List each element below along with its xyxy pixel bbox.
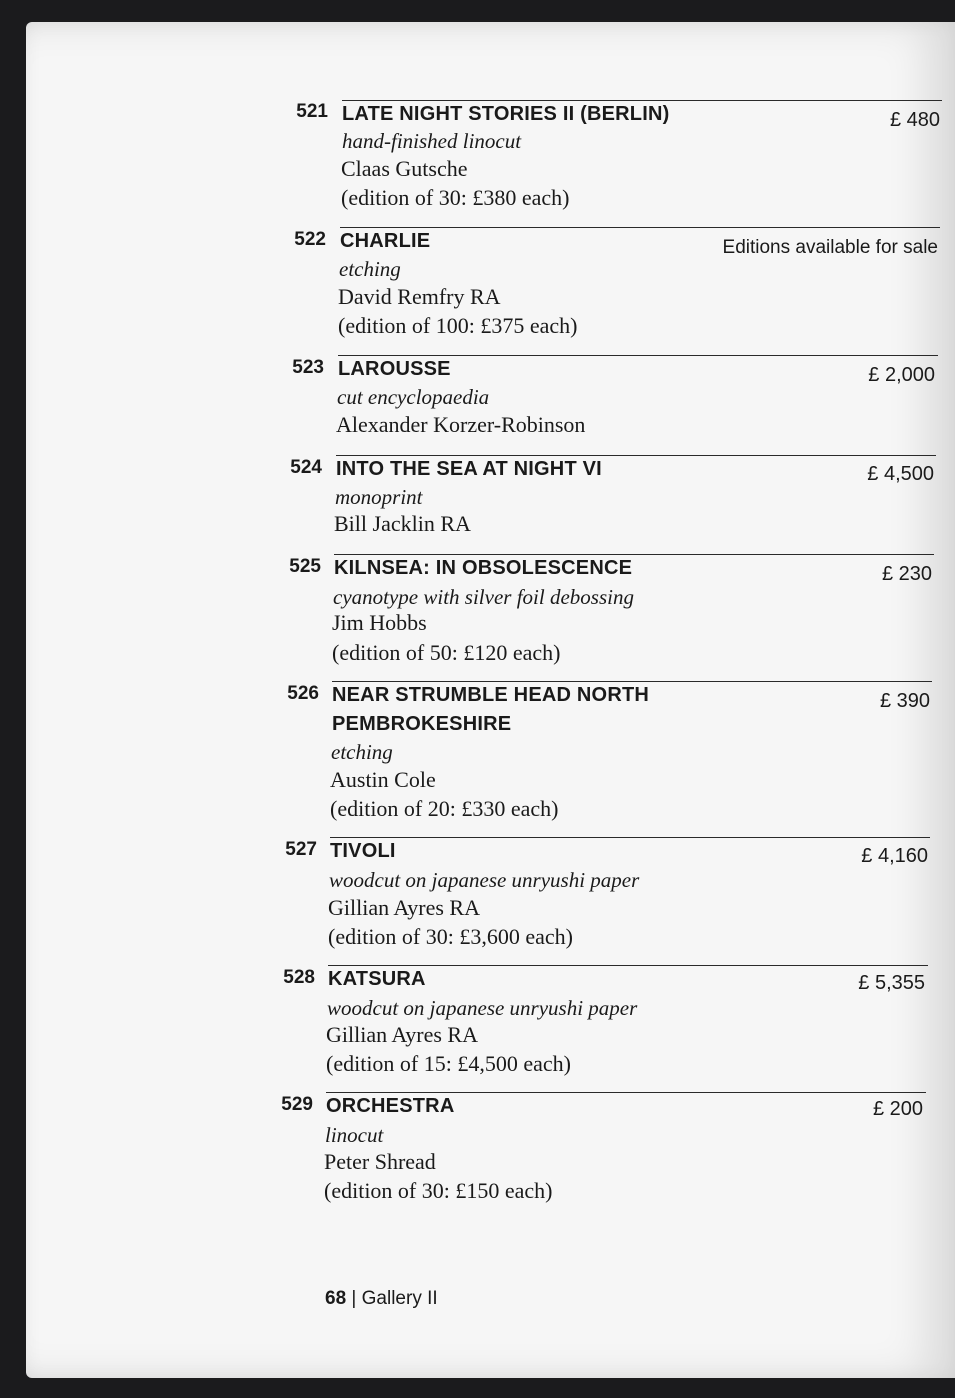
entry-number: 529 xyxy=(281,1094,313,1115)
entry-artist: Alexander Korzer-Robinson xyxy=(336,412,586,437)
entry-medium: woodcut on japanese unryushi paper xyxy=(329,868,640,892)
entry-artist: David Remfry RA xyxy=(338,284,501,309)
entry-title: INTO THE SEA AT NIGHT VI xyxy=(336,458,602,480)
entry-number: 522 xyxy=(294,229,326,250)
entry-number: 525 xyxy=(289,556,321,577)
entry-edition: (edition of 100: £375 each) xyxy=(338,313,578,338)
entry-title: LATE NIGHT STORIES II (BERLIN) xyxy=(342,103,670,125)
entry-edition: (edition of 30: £150 each) xyxy=(324,1178,553,1203)
entry-price: £ 200 xyxy=(872,1098,923,1120)
entry-artist: Gillian Ayres RA xyxy=(328,895,480,920)
entry-number: 527 xyxy=(285,839,317,860)
entry-title: KATSURA xyxy=(328,968,426,990)
entry-title: KILNSEA: IN OBSOLESCENCE xyxy=(334,557,633,579)
entry-number: 528 xyxy=(283,967,315,988)
entry-price: £ 480 xyxy=(889,109,940,131)
entry-edition: (edition of 50: £120 each) xyxy=(332,640,561,665)
entry-title: CHARLIE xyxy=(340,230,431,252)
entry-medium: hand-finished linocut xyxy=(342,129,522,153)
entry-edition: (edition of 15: £4,500 each) xyxy=(326,1051,571,1076)
entry-artist: Claas Gutsche xyxy=(341,156,468,181)
entry-number: 524 xyxy=(290,457,322,478)
page-footer xyxy=(325,1288,438,1310)
entry-medium: etching xyxy=(331,740,393,764)
entry-artist: Gillian Ayres RA xyxy=(326,1022,478,1047)
entry-edition: (edition of 20: £330 each) xyxy=(330,796,559,821)
entry-number: 526 xyxy=(287,683,319,704)
entry-price: £ 2,000 xyxy=(868,364,935,386)
entry-artist: Austin Cole xyxy=(330,767,436,792)
entry-price: £ 4,500 xyxy=(867,463,934,485)
entry-price: £ 230 xyxy=(881,563,932,585)
entry-number: 521 xyxy=(296,101,328,122)
page-number: 68 xyxy=(325,1288,347,1309)
entry-medium: cyanotype with silver foil debossing xyxy=(333,585,634,609)
entry-price: Editions available for sale xyxy=(722,237,938,258)
entry-title: TIVOLI xyxy=(330,840,396,862)
entry-artist: Jim Hobbs xyxy=(332,610,427,635)
entry-number: 523 xyxy=(292,357,324,378)
entry-edition: (edition of 30: £3,600 each) xyxy=(328,924,573,949)
entry-medium: cut encyclopaedia xyxy=(337,385,490,409)
entry-medium: monoprint xyxy=(335,485,423,509)
entry-medium: etching xyxy=(339,257,401,281)
footer-separator: | xyxy=(351,1288,357,1309)
entry-artist: Bill Jacklin RA xyxy=(334,511,471,536)
entry-divider xyxy=(330,837,930,838)
entry-medium: linocut xyxy=(325,1123,384,1147)
entry-title: LAROUSSE xyxy=(338,358,451,380)
entry-edition: (edition of 30: £380 each) xyxy=(341,185,570,210)
entry-price: £ 390 xyxy=(879,690,930,712)
section-name: Gallery II xyxy=(361,1288,438,1309)
entry-title-continued: PEMBROKESHIRE xyxy=(332,713,512,735)
entry-medium: woodcut on japanese unryushi paper xyxy=(327,996,638,1020)
entry-title: ORCHESTRA xyxy=(326,1095,455,1117)
entry-price: £ 4,160 xyxy=(861,845,928,867)
entry-artist: Peter Shread xyxy=(324,1149,436,1174)
entry-title: NEAR STRUMBLE HEAD NORTH xyxy=(332,684,650,706)
entry-price: £ 5,355 xyxy=(858,972,925,994)
